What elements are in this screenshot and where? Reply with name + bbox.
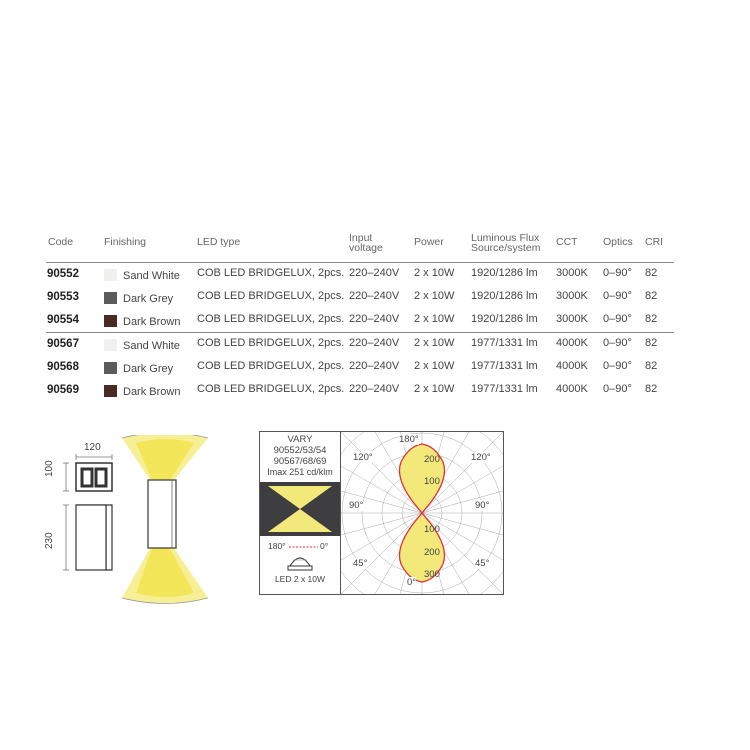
beam-icon	[260, 482, 340, 536]
photometry-title: VARY	[287, 434, 313, 445]
row-cct: 4000K	[556, 383, 588, 395]
group-divider	[46, 332, 674, 333]
header-input-line2: voltage	[349, 242, 383, 254]
photometry-info	[260, 432, 341, 594]
photometry-imax: Imax 251 cd/klm	[267, 467, 333, 477]
row-cri: 82	[645, 290, 658, 302]
row-optics: 0–90°	[603, 360, 632, 372]
row-cri: 82	[645, 360, 658, 372]
led-label: LED 2 x 10W	[274, 574, 326, 584]
finish-swatch	[104, 339, 117, 351]
row-flux: 1920/1286 lm	[471, 290, 538, 302]
row-voltage: 220–240V	[349, 290, 400, 302]
row-cri: 82	[645, 337, 658, 349]
dimension-svg	[40, 435, 250, 605]
row-finish: Sand White	[123, 270, 180, 282]
row-cct: 3000K	[556, 290, 588, 302]
ring-label-bottom-200: 200	[424, 547, 440, 558]
row-optics: 0–90°	[603, 337, 632, 349]
row-code: 90552	[47, 268, 79, 280]
row-power: 2 x 10W	[414, 267, 455, 279]
row-flux: 1920/1286 lm	[471, 313, 538, 325]
row-finish: Dark Brown	[123, 386, 181, 398]
header-input-voltage	[349, 233, 383, 253]
row-finish: Sand White	[123, 340, 180, 352]
width-dimension: 120	[84, 442, 101, 453]
polar-label-lower-right: 45°	[475, 558, 490, 569]
header-led-type: LED type	[197, 236, 241, 248]
row-voltage: 220–240V	[349, 360, 400, 372]
finish-swatch	[104, 362, 117, 374]
row-power: 2 x 10W	[414, 360, 455, 372]
side-view-box	[76, 505, 106, 570]
ring-label-bottom-300: 300	[424, 569, 440, 580]
header-luminous-flux	[471, 233, 540, 253]
photometry-panel	[259, 431, 504, 595]
row-power: 2 x 10W	[414, 313, 455, 325]
row-voltage: 220–240V	[349, 313, 400, 325]
row-code: 90553	[47, 291, 79, 303]
row-flux: 1977/1331 lm	[471, 360, 538, 372]
row-finish: Dark Grey	[123, 363, 174, 375]
row-finish: Dark Grey	[123, 293, 174, 305]
row-code: 90569	[47, 384, 79, 396]
header-cri: CRI	[645, 236, 664, 248]
led-icon	[260, 540, 340, 576]
body-height-dimension: 230	[44, 532, 55, 549]
row-voltage: 220–240V	[349, 337, 400, 349]
row-power: 2 x 10W	[414, 383, 455, 395]
header-code: Code	[48, 236, 74, 248]
row-optics: 0–90°	[603, 267, 632, 279]
row-led: COB LED BRIDGELUX, 2pcs.	[197, 360, 345, 372]
row-voltage: 220–240V	[349, 383, 400, 395]
top-height-dimension: 100	[44, 460, 55, 477]
polar-label-lower-left: 45°	[353, 558, 368, 569]
row-led: COB LED BRIDGELUX, 2pcs.	[197, 383, 345, 395]
header-flux-line2: Source/system	[471, 242, 541, 254]
row-power: 2 x 10W	[414, 337, 455, 349]
row-led: COB LED BRIDGELUX, 2pcs.	[197, 290, 345, 302]
header-cct: CCT	[556, 236, 578, 248]
photometry-codes-2: 90567/68/69	[273, 456, 327, 467]
polar-label-mid-right: 90°	[475, 500, 490, 511]
row-optics: 0–90°	[603, 290, 632, 302]
row-cct: 4000K	[556, 337, 588, 349]
header-optics: Optics	[603, 236, 633, 248]
row-code: 90568	[47, 361, 79, 373]
row-code: 90567	[47, 338, 79, 350]
polar-diagram	[341, 432, 503, 594]
ring-label-top-100: 100	[424, 476, 440, 487]
polar-label-bottom: 0°	[407, 577, 417, 588]
angle-right-label: 0°	[320, 541, 329, 551]
header-input-line1: Input	[349, 232, 373, 244]
row-cct: 4000K	[556, 360, 588, 372]
row-flux: 1977/1331 lm	[471, 383, 538, 395]
header-flux-line1: Luminous Flux	[471, 232, 540, 244]
row-code: 90554	[47, 314, 79, 326]
row-led: COB LED BRIDGELUX, 2pcs.	[197, 337, 345, 349]
row-led: COB LED BRIDGELUX, 2pcs.	[197, 313, 345, 325]
row-cct: 3000K	[556, 267, 588, 279]
row-cri: 82	[645, 267, 658, 279]
finish-swatch	[104, 292, 117, 304]
row-led: COB LED BRIDGELUX, 2pcs.	[197, 267, 345, 279]
dimension-drawing	[40, 435, 250, 605]
ring-label-top-200: 200	[424, 454, 440, 465]
angle-left-label: 180°	[268, 541, 286, 551]
header-power: Power	[414, 236, 444, 248]
polar-label-top: 180°	[399, 434, 419, 445]
polar-label-mid-left: 90°	[349, 500, 364, 511]
row-flux: 1977/1331 lm	[471, 337, 538, 349]
row-cct: 3000K	[556, 313, 588, 325]
row-finish: Dark Brown	[123, 316, 181, 328]
polar-label-upper-left: 120°	[353, 452, 373, 463]
row-optics: 0–90°	[603, 383, 632, 395]
ring-label-bottom-100: 100	[424, 524, 440, 535]
finish-swatch	[104, 385, 117, 397]
finish-swatch	[104, 315, 117, 327]
header-finishing: Finishing	[104, 236, 147, 248]
row-optics: 0–90°	[603, 313, 632, 325]
row-power: 2 x 10W	[414, 290, 455, 302]
polar-label-upper-right: 120°	[471, 452, 491, 463]
row-voltage: 220–240V	[349, 267, 400, 279]
row-flux: 1920/1286 lm	[471, 267, 538, 279]
finish-swatch	[104, 269, 117, 281]
row-cri: 82	[645, 383, 658, 395]
row-cri: 82	[645, 313, 658, 325]
photometry-codes-1: 90552/53/54	[273, 445, 327, 456]
header-divider	[46, 262, 674, 263]
